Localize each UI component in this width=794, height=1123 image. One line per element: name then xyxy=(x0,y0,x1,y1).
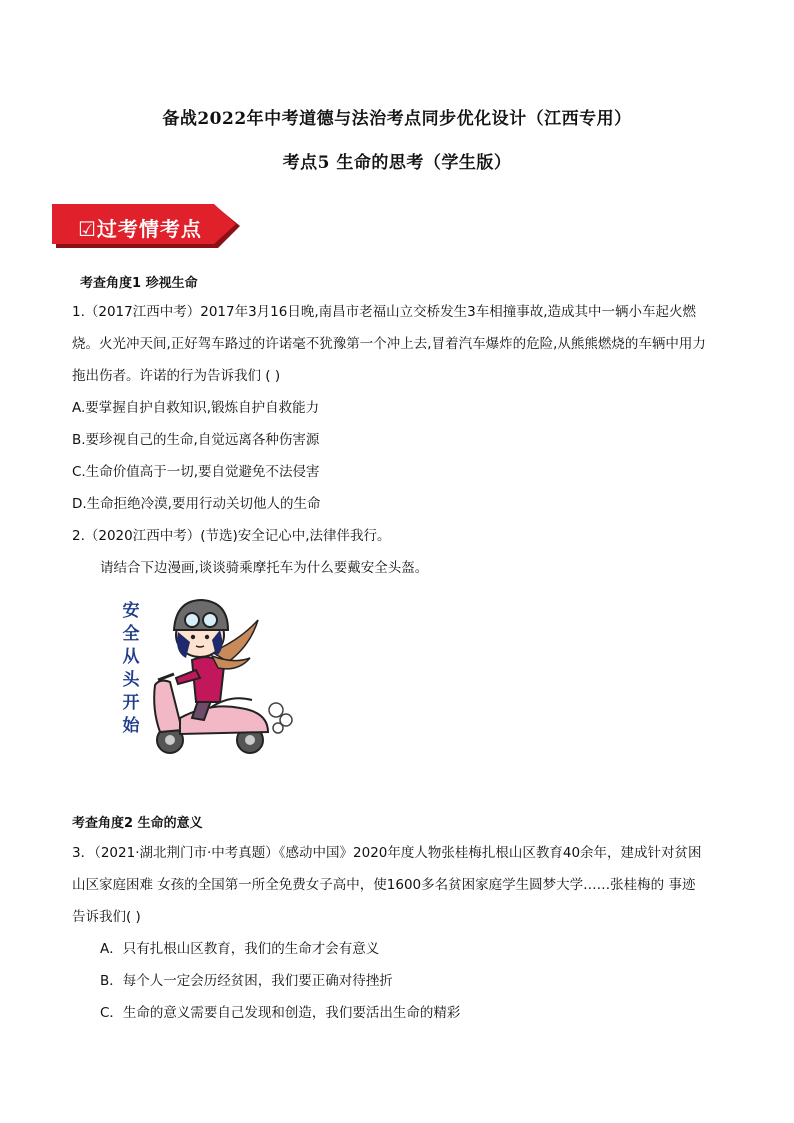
caption-char: 从 xyxy=(122,647,140,667)
document-subtitle: 考点5 生命的思考（学生版） xyxy=(282,153,512,173)
q3-line-2: 山区家庭困难 女孩的全国第一所全免费女子高中，使1600多名贫困家庭学生圆梦大学……张桂梅的 事迹 xyxy=(72,877,696,893)
q3-option-b: B．每个人一定会历经贫困，我们要正确对待挫折 xyxy=(100,973,393,989)
q1-line-1: 1.（2017江西中考）2017年3月16日晚,南昌市老福山立交桥发生3车相撞事故,造成其中一辆小车起火燃 xyxy=(72,304,697,320)
q2-line-2: 请结合下边漫画,谈谈骑乘摩托车为什么要戴安全头盔。 xyxy=(100,560,429,576)
q1-option-c: C.生命价值高于一切,要自觉避免不法侵害 xyxy=(72,464,320,480)
banner-label: ☑过考情考点 xyxy=(78,217,202,241)
section-heading-1: 考查角度1 珍视生命 xyxy=(80,276,198,291)
caption-char: 始 xyxy=(122,716,140,736)
q1-line-2: 烧。火光冲天间,正好驾车路过的许诺毫不犹豫第一个冲上去,冒着汽车爆炸的危险,从熊熊燃烧的车辆中用力 xyxy=(72,336,706,352)
q3-option-c: C．生命的意义需要自己发现和创造，我们要活出生命的精彩 xyxy=(100,1005,461,1021)
safety-helmet-cartoon xyxy=(100,590,300,760)
caption-char: 全 xyxy=(122,624,140,644)
q3-line-1: 3．（2021·湖北荆门市·中考真题）《感动中国》2020年度人物张桂梅扎根山区教育40余年，建成针对贫困 xyxy=(72,845,702,861)
caption-char: 安 xyxy=(122,601,140,621)
section-banner xyxy=(52,204,242,248)
q1-option-a: A.要掌握自护自救知识,锻炼自护自救能力 xyxy=(72,400,320,416)
q1-option-d: D.生命拒绝冷漠,要用行动关切他人的生命 xyxy=(72,496,321,512)
q3-line-3: 告诉我们( ) xyxy=(72,909,141,925)
document-title: 备战2022年中考道德与法治考点同步优化设计（江西专用） xyxy=(162,109,632,129)
caption-char: 头 xyxy=(122,670,140,690)
cartoon-caption xyxy=(120,600,142,738)
section-heading-2: 考查角度2 生命的意义 xyxy=(72,816,203,831)
q1-option-b: B.要珍视自己的生命,自觉远离各种伤害源 xyxy=(72,432,320,448)
q3-option-a: A．只有扎根山区教育，我们的生命才会有意义 xyxy=(100,941,380,957)
caption-char: 开 xyxy=(122,693,140,713)
q2-line-1: 2.（2020江西中考）(节选)安全记心中,法律伴我行。 xyxy=(72,528,391,544)
q1-line-3: 拖出伤者。许诺的行为告诉我们 ( ) xyxy=(72,368,281,384)
